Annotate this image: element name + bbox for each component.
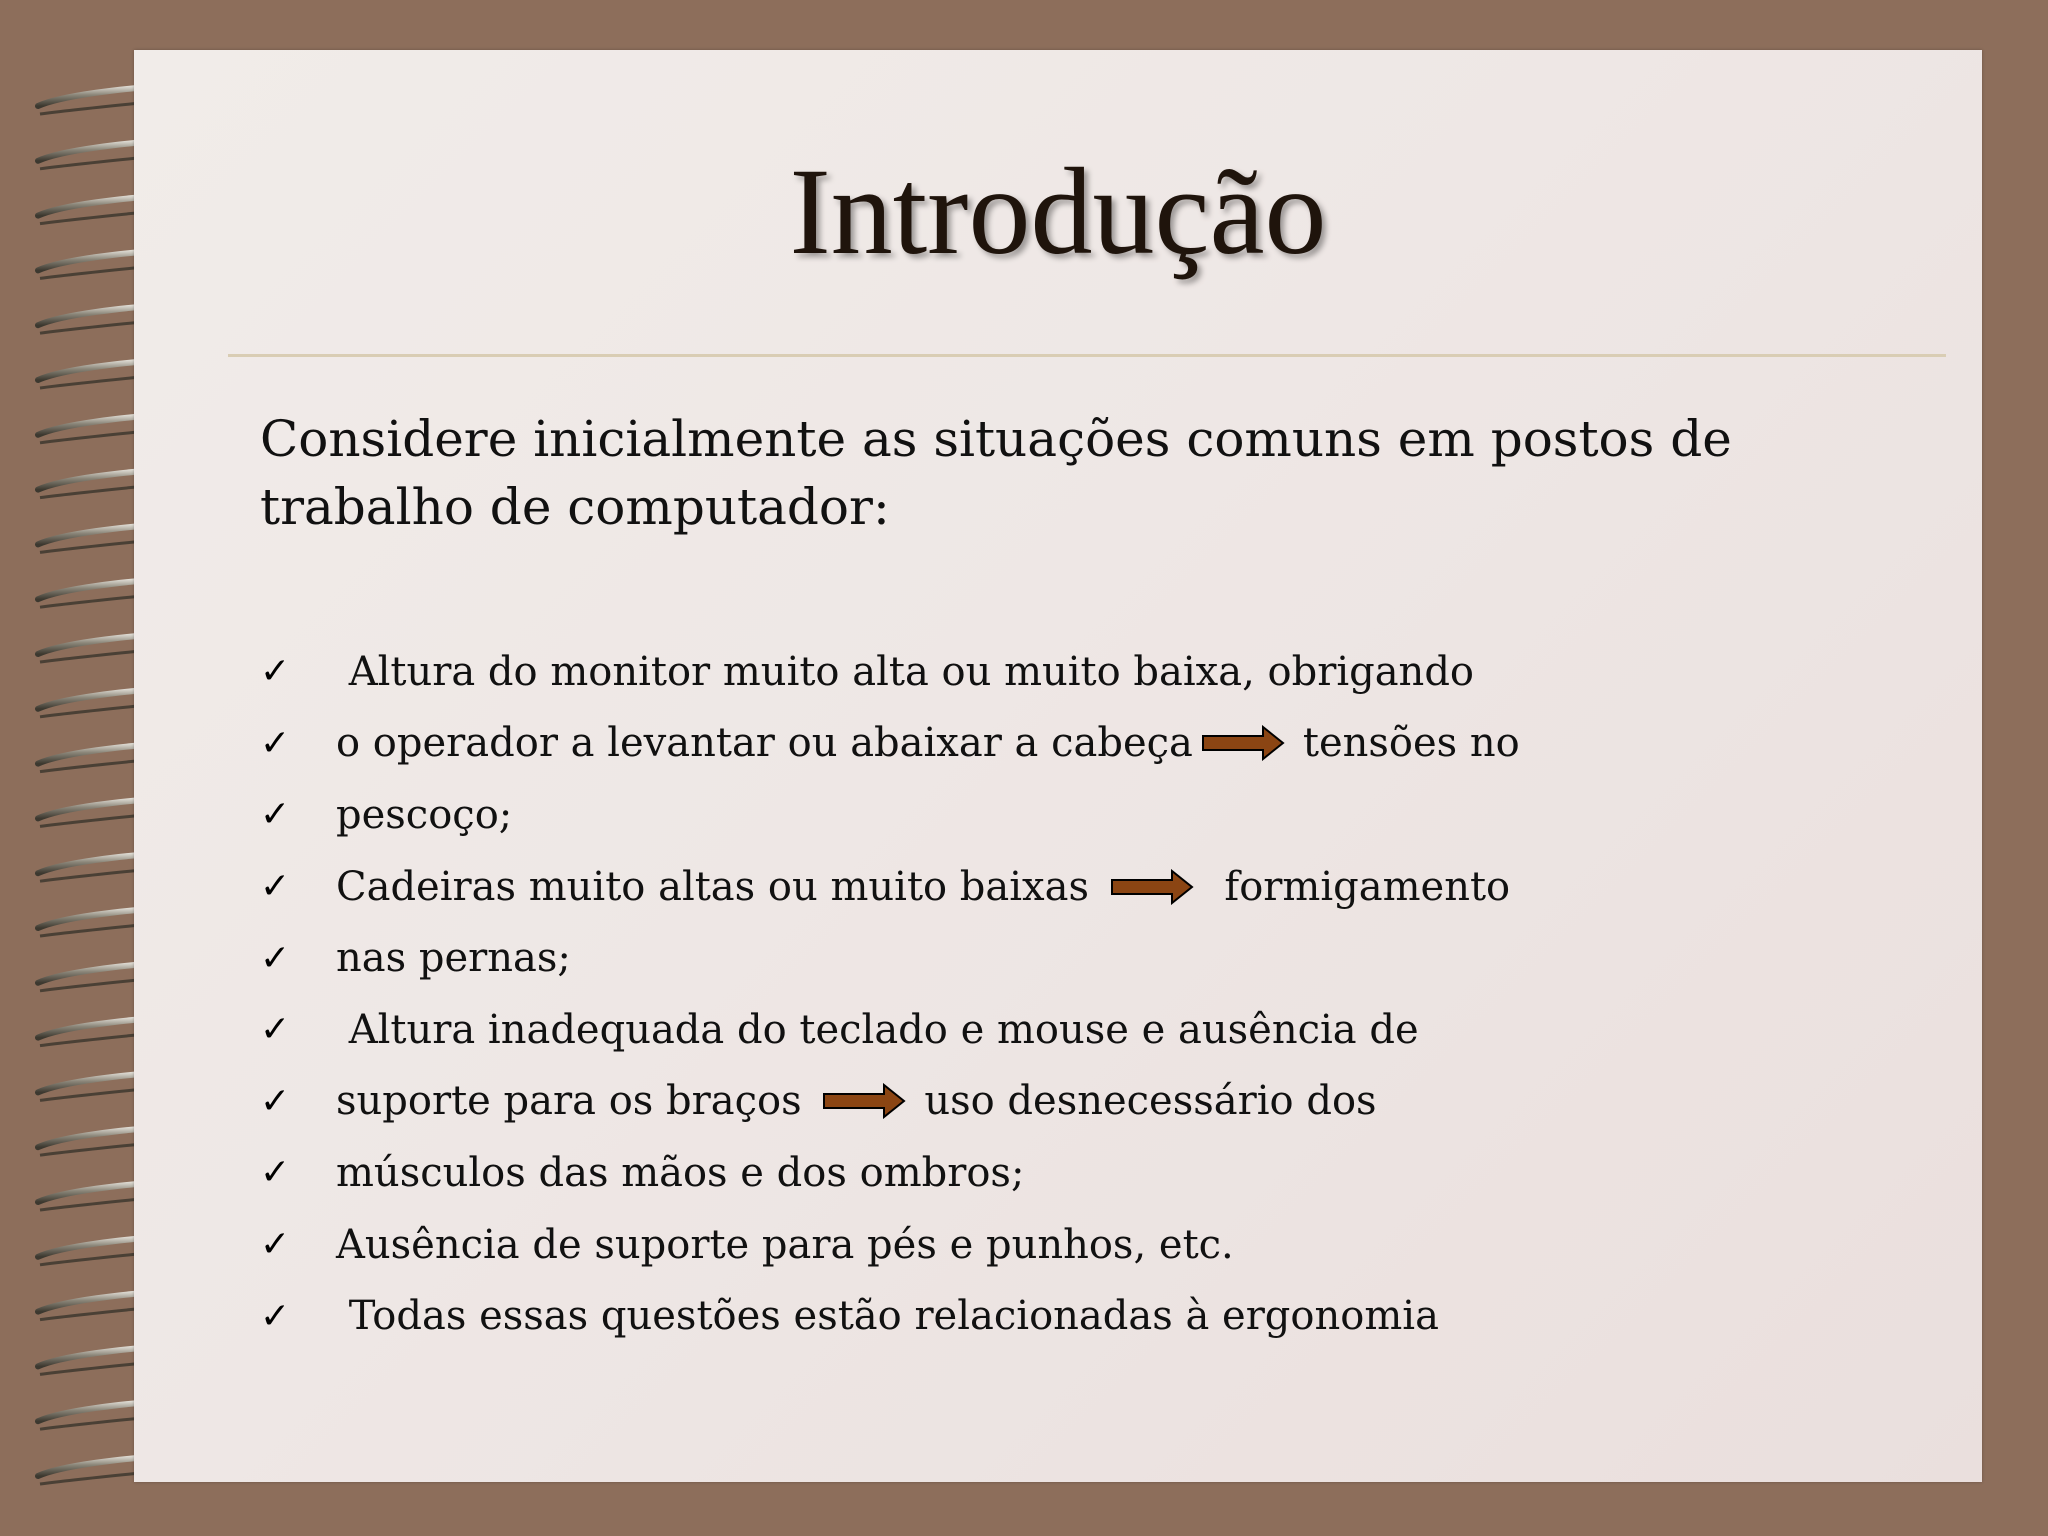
intro-paragraph: Considere inicialmente as situações comuns em postos de trabalho de computador: (260, 410, 1732, 536)
bullet-text: pescoço; (336, 791, 513, 838)
bullet-text-after-arrow: uso desnecessário dos (924, 1078, 1377, 1125)
list-item (260, 636, 1860, 708)
bullet-text: músculos das mãos e dos ombros; (336, 1149, 1025, 1196)
list-item (260, 708, 1860, 780)
bullet-text: suporte para os braços (336, 1078, 815, 1125)
title-divider (228, 354, 1946, 357)
list-item (260, 851, 1860, 923)
bullet-text: o operador a levantar ou abaixar a cabeça (336, 720, 1193, 767)
bullet-text: Todas essas questões estão relacionadas à ergonomia (336, 1293, 1439, 1340)
check-icon: ✓ (260, 1009, 291, 1051)
bullet-text: Altura do monitor muito alta ou muito baixa, obrigando (336, 648, 1475, 695)
list-item (260, 1137, 1860, 1209)
right-arrow-icon (822, 1083, 906, 1119)
list-item (260, 1209, 1860, 1281)
check-icon: ✓ (260, 866, 291, 908)
bullet-text: Ausência de suporte para pés e punhos, etc. (336, 1221, 1234, 1268)
slide-title: Introdução (789, 143, 1327, 280)
check-icon: ✓ (260, 1080, 291, 1122)
bullet-text: nas pernas; (336, 935, 571, 982)
check-icon: ✓ (260, 1152, 291, 1194)
check-icon: ✓ (260, 937, 291, 979)
bullet-list (260, 636, 1860, 1352)
list-item (260, 994, 1860, 1066)
list-item (260, 1066, 1860, 1138)
right-arrow-icon (1110, 869, 1194, 905)
list-item (260, 922, 1860, 994)
check-icon: ✓ (260, 1224, 291, 1266)
check-icon: ✓ (260, 794, 291, 836)
list-item (260, 1280, 1860, 1352)
check-icon: ✓ (260, 722, 291, 764)
bullet-text: Cadeiras muito altas ou muito baixas (336, 863, 1102, 910)
check-icon: ✓ (260, 1295, 291, 1337)
bullet-text: Altura inadequada do teclado e mouse e ausência de (336, 1006, 1419, 1053)
list-item (260, 779, 1860, 851)
right-arrow-icon (1201, 725, 1285, 761)
bullet-text-after-arrow: tensões no (1302, 720, 1520, 767)
bullet-text-after-arrow: formigamento (1211, 863, 1511, 910)
check-icon: ✓ (260, 651, 291, 693)
